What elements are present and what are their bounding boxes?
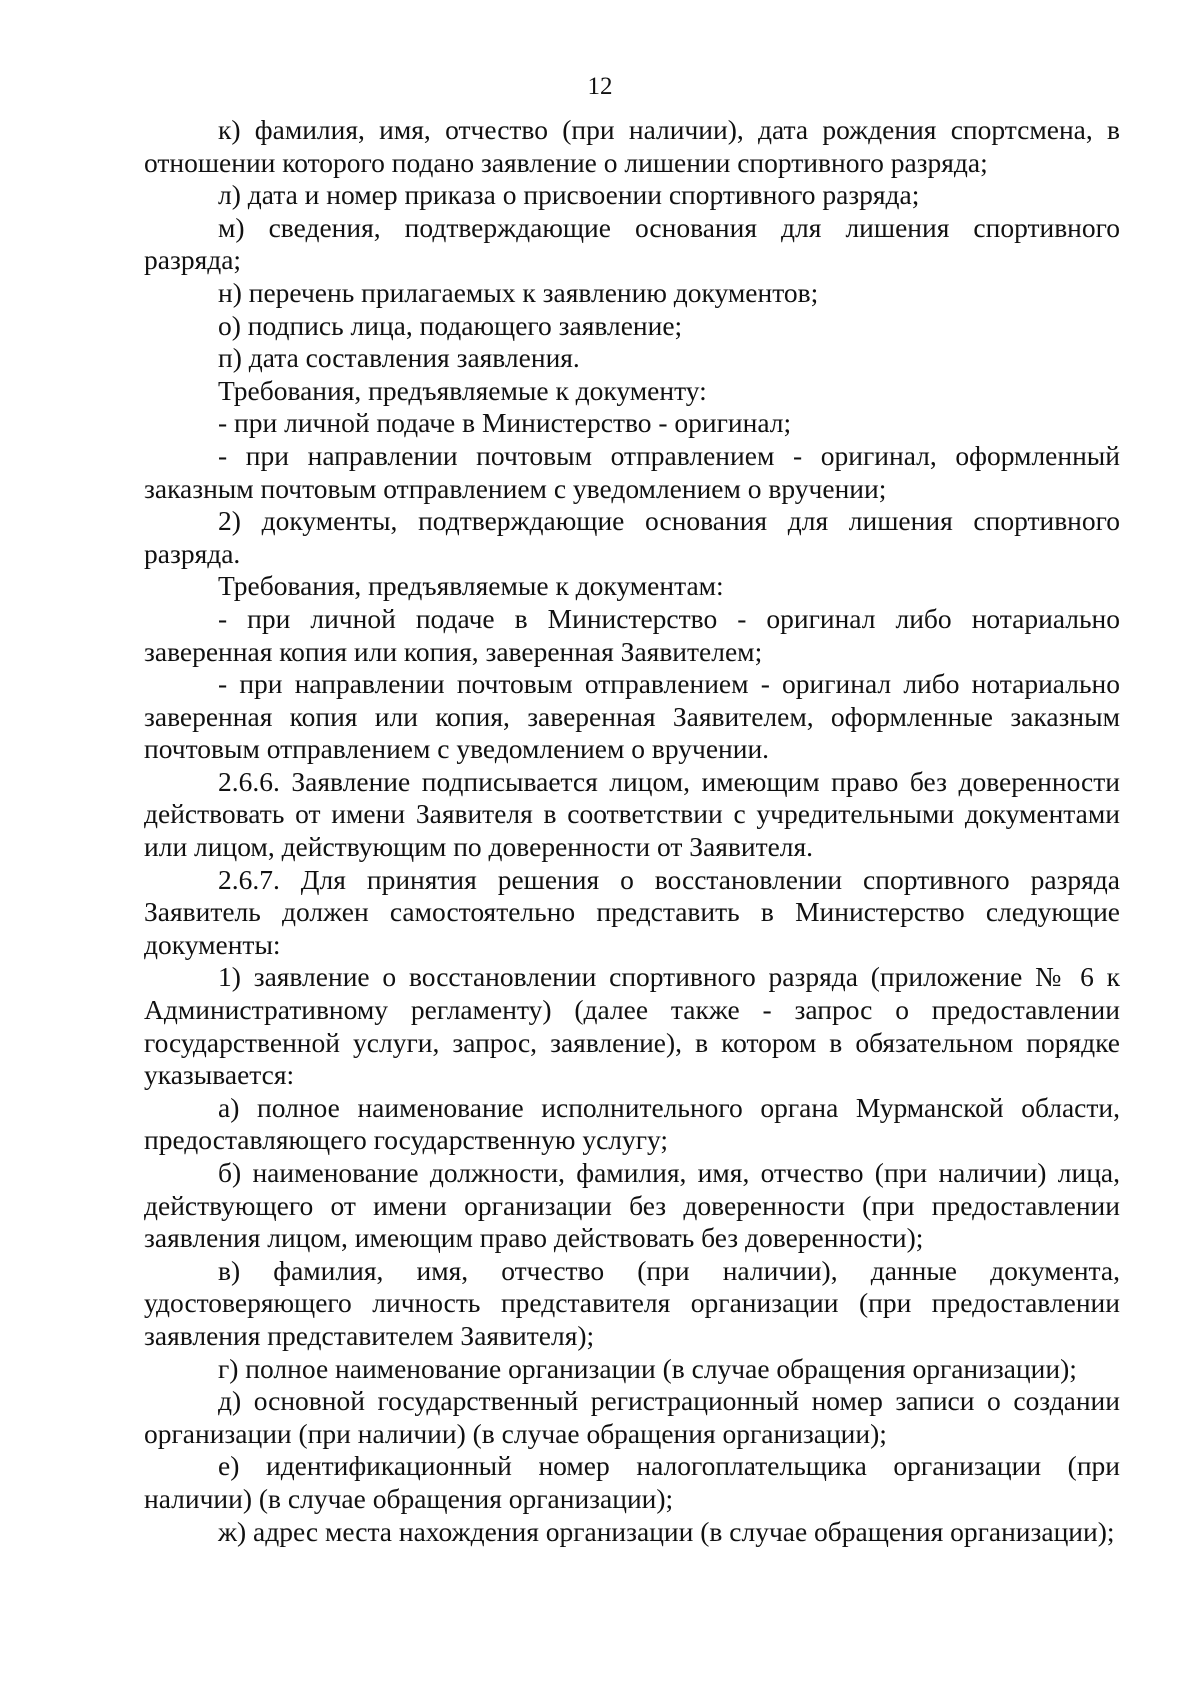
paragraph-item-b: б) наименование должности, фамилия, имя, отчество (при наличии) лица, действующего от имени организации без доверенности (при предоставлении заявления лицом, имеющим право действовать без доверенности); <box>144 1157 1120 1254</box>
paragraph-item-l: л) дата и номер приказа о присвоении спортивного разряда; <box>218 179 920 211</box>
paragraph-postal-submission: - при направлении почтовым отправлением - оригинал, оформленный заказным почтовым отправлением с уведомлением о вручении; <box>144 439 1120 504</box>
paragraph-item-d: д) основной государственный регистрационный номер записи о создании организации (при наличии) (в случае обращения организации); <box>144 1385 1120 1449</box>
paragraph-requirements-document: Требования, предъявляемые к документу: <box>218 374 707 406</box>
paragraph-item-p: п) дата составления заявления. <box>218 342 580 374</box>
paragraph-personal-submission-copies: - при личной подаче в Министерство - оригинал либо нотариально заверенная копия или копия, заверенная Заявителем; <box>144 602 1120 667</box>
paragraph-postal-submission-copies: - при направлении почтовым отправлением - оригинал либо нотариально заверенная копия или копия, заверенная Заявителем, оформленные заказным почтовым отправлением с уведомлением о вручении. <box>144 668 1120 765</box>
paragraph-item-g: г) полное наименование организации (в случае обращения организации); <box>218 1352 1077 1384</box>
paragraph-2-6-7: 2.6.7. Для принятия решения о восстановлении спортивного разряда Заявитель должен самостоятельно представить в Министерство следующие документы: <box>144 863 1120 960</box>
page-number: 12 <box>587 73 613 100</box>
paragraph-item-o: о) подпись лица, подающего заявление; <box>218 309 683 341</box>
paragraph-item-m: м) сведения, подтверждающие основания для лишения спортивного разряда; <box>144 211 1120 276</box>
document-body <box>144 114 1120 1548</box>
paragraph-requirements-documents: Требования, предъявляемые к документам: <box>218 570 724 602</box>
paragraph-item-k: к) фамилия, имя, отчество (при наличии), дата рождения спортсмена, в отношении которого подано заявление о лишении спортивного разряда; <box>144 114 1120 178</box>
paragraph-item-v: в) фамилия, имя, отчество (при наличии), данные документа, удостоверяющего личность представителя организации (при предоставлении заявления представителем Заявителя); <box>144 1254 1120 1351</box>
paragraph-item-1-application: 1) заявление о восстановлении спортивного разряда (приложение № 6 к Административному регламенту) (далее также - запрос о предоставлении государственной услуги, запрос, заявление), в котором в обязательном порядке указывается: <box>144 961 1120 1091</box>
paragraph-personal-submission: - при личной подаче в Министерство - оригинал; <box>218 407 792 439</box>
paragraph-2-6-6: 2.6.6. Заявление подписывается лицом, имеющим право без доверенности действовать от имени Заявителя в соответствии с учредительными документами или лицом, действующим по доверенности от Заявителя. <box>144 765 1120 863</box>
paragraph-item-n: н) перечень прилагаемых к заявлению документов; <box>218 276 819 308</box>
paragraph-item-a: а) полное наименование исполнительного органа Мурманской области, предоставляющего государственную услугу; <box>144 1091 1120 1156</box>
paragraph-item-e: е) идентификационный номер налогоплательщика организации (при наличии) (в случае обращения организации); <box>144 1450 1120 1514</box>
paragraph-item-2-documents: 2) документы, подтверждающие основания для лишения спортивного разряда. <box>144 505 1120 569</box>
paragraph-item-zh: ж) адрес места нахождения организации (в случае обращения организации); <box>218 1515 1115 1547</box>
